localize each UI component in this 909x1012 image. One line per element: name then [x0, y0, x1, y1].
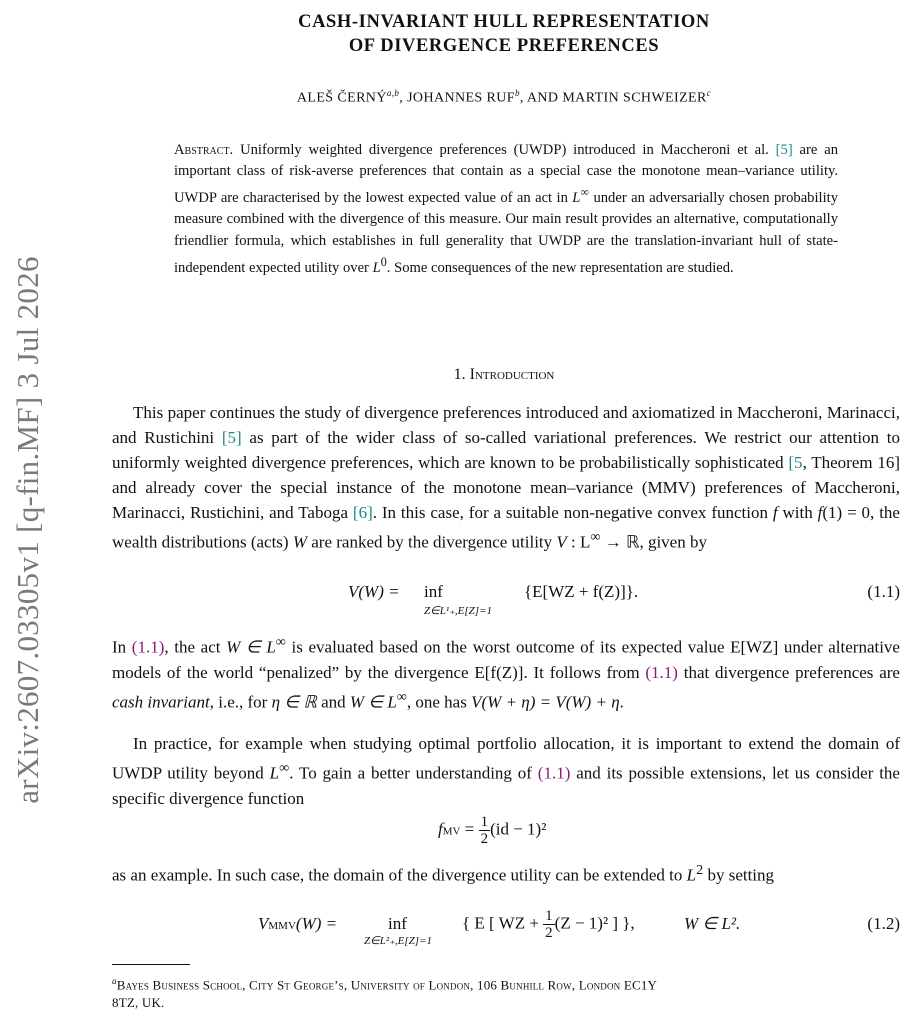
math-text: (W) =	[295, 914, 338, 933]
footnote-marker: a	[112, 976, 117, 986]
math-text: E[f(Z)]	[474, 662, 524, 682]
author-2: , JOHANNES RUF	[399, 90, 515, 106]
math-superscript: ∞	[580, 185, 590, 200]
math-symbol: L	[686, 865, 697, 885]
equation-number: (1.1)	[867, 582, 900, 601]
math-text: =	[460, 819, 479, 839]
math-text: E[WZ]	[730, 637, 779, 657]
math-symbol: L	[372, 259, 381, 276]
equation-ref-link[interactable]: (1.1)	[645, 662, 678, 682]
abstract-text: . Some consequences of the new representation are studied.	[386, 259, 734, 276]
abstract	[174, 140, 838, 279]
paragraph-text: → ℝ, given by	[600, 532, 707, 552]
paragraph-text: are ranked by the divergence utility	[307, 532, 557, 552]
footnote	[112, 972, 902, 1012]
abstract-heading: Abstract.	[174, 142, 234, 158]
arxiv-side-stamp	[0, 210, 56, 850]
math-text: (1) = 0,	[822, 503, 875, 522]
math-symbol: f	[438, 819, 443, 839]
paragraph-text: . To gain a better understanding of	[289, 763, 538, 783]
math-symbol: V	[556, 532, 567, 552]
author-3-affil: c	[706, 88, 712, 98]
math-superscript: 0	[380, 254, 387, 269]
paragraph-4	[112, 858, 900, 888]
math-subscript: MMV	[268, 920, 296, 932]
citation-link[interactable]: [6]	[352, 503, 373, 522]
paragraph-2	[112, 630, 900, 714]
math-text: : L	[566, 532, 591, 552]
abstract-text: under an adversarially chosen probability measure combined with the divergence of this measure. Our main result provides an alternative, computationally friendlier formula, which establishes in full generality that UWDP are the translation-invariant hull of state-independent expected utility over	[174, 190, 838, 276]
author-2-affil: b	[514, 88, 520, 98]
math-symbol: L	[572, 190, 581, 207]
fraction-denominator: 2	[480, 831, 489, 847]
abstract-text: are an important class of risk-averse preferences that contain as a special case the monotone mean–variance utility. UWDP are characterised by the lowest expected value of an act in	[174, 142, 839, 207]
paragraph-text: as part of the wider class of so-called variational preferences. We restrict our attention to uniformly weighted divergence preferences, which are known to be probabilistically sophisticated	[112, 428, 900, 472]
section-heading	[100, 366, 908, 384]
emphasis-text: cash invariant	[112, 692, 210, 712]
paragraph-text: In practice, for example when studying optimal portfolio allocation, it is important to extend the domain of UWDP utility beyond	[112, 734, 900, 783]
paragraph-text: is evaluated based on the worst outcome of its expected value	[285, 637, 731, 657]
math-symbol: V	[258, 914, 269, 933]
math-text: η ∈ ℝ	[271, 692, 317, 712]
paragraph-text: , the act	[164, 637, 227, 657]
math-superscript: 2	[696, 862, 704, 878]
paragraph-text: , Theorem 16]	[802, 453, 901, 472]
author-1-affil: a,b	[386, 88, 400, 98]
paragraph-text: with	[777, 503, 818, 522]
math-superscript: ∞	[279, 760, 290, 776]
footnote-text-continued: 8TZ, UK.	[112, 995, 165, 1011]
math-text: V(W + η) = V(W) + η	[471, 692, 620, 712]
equation-ref-link[interactable]: (1.1)	[537, 763, 571, 783]
math-text: W ∈ L	[226, 637, 276, 657]
section-title: Introduction	[469, 366, 555, 383]
section-number: 1.	[453, 366, 470, 383]
equation-ref-link[interactable]: (1.1)	[131, 637, 165, 657]
fraction	[479, 814, 491, 847]
paragraph-text: . In this case, for a suitable non-negative convex function	[372, 503, 773, 522]
math-symbol: L	[269, 763, 280, 783]
equation-inf: inf	[388, 914, 407, 933]
fraction-numerator: 1	[545, 908, 553, 924]
math-superscript: ∞	[275, 634, 286, 650]
citation-link[interactable]: [5]	[221, 428, 242, 447]
paragraph-text: . It follows from	[523, 662, 646, 682]
equation-inf: inf	[424, 582, 443, 601]
paragraph-1	[112, 400, 900, 555]
footnote-text: Bayes Business School, City St George’s, University of London, 106 Bunhill Row, London EC1Y	[116, 977, 658, 993]
math-symbol: W	[292, 532, 307, 552]
equation-inf-subscript: Z∈L²₊,E[Z]=1	[364, 935, 432, 947]
paragraph-text: and its possible extensions, let us consider the specific divergence function	[112, 763, 900, 808]
paragraph-text: under alternative models of the world “penalized” by the divergence	[112, 637, 900, 682]
paragraph-text: , one has	[406, 692, 472, 712]
equation-tail: W ∈ L².	[684, 914, 741, 933]
math-text: (id − 1)²	[490, 819, 547, 839]
math-text: { E [ WZ +	[462, 913, 544, 933]
paragraph-text: .	[619, 692, 624, 712]
equation-body	[462, 908, 635, 941]
equation-rhs: {E[WZ + f(Z)]}.	[524, 582, 639, 601]
equation-number: (1.2)	[867, 914, 900, 933]
paper-title-line-1: CASH-INVARIANT HULL REPRESENTATION	[298, 12, 710, 32]
citation-link[interactable]: [5]	[775, 142, 793, 158]
math-text: (Z − 1)² ] },	[554, 913, 635, 933]
equation-fmv-content	[438, 814, 546, 847]
citation-link[interactable]: [5	[788, 453, 803, 472]
equation-lhs	[258, 914, 337, 934]
math-superscript: ∞	[590, 529, 601, 545]
paragraph-text: as an example. In such case, the domain of the divergence utility can be extended to	[112, 865, 687, 885]
author-1: ALEŠ ČERNÝ	[296, 90, 387, 106]
paragraph-text: This paper continues the study of divergence preferences introduced and axiomatized in Maccheroni, Marinacci, and Rustichini	[112, 403, 900, 447]
paragraph-text: , i.e., for	[209, 692, 272, 712]
author-list	[100, 88, 908, 107]
paragraph-text: by setting	[703, 865, 775, 885]
equation-lhs: V(W) =	[348, 582, 400, 601]
equation-inf-subscript: Z∈L¹₊,E[Z]=1	[424, 605, 492, 617]
fraction-denominator: 2	[545, 925, 553, 941]
paragraph-text: that divergence preferences are	[677, 662, 900, 682]
math-superscript: ∞	[396, 688, 407, 705]
math-subscript: MV	[442, 825, 461, 838]
paper-title-line-2: OF DIVERGENCE PREFERENCES	[348, 36, 660, 56]
arxiv-stamp-text: arXiv:2607.03305v1 [q-fin.MF] 3 Jul 2026	[10, 256, 45, 804]
fraction-numerator: 1	[480, 814, 489, 830]
fraction	[543, 908, 555, 941]
paragraph-text: In	[112, 637, 132, 657]
paragraph-text: the wealth distributions (acts)	[112, 503, 900, 552]
paragraph-text: and	[316, 692, 350, 712]
paragraph-text: and already cover the special instance of the monotone mean–variance (MMV) preferences of Maccheroni, Marinacci, Rustichini, and Taboga	[112, 478, 900, 522]
author-3: , AND MARTIN SCHWEIZER	[519, 90, 707, 106]
math-symbol: f	[817, 503, 823, 522]
footnote-rule	[112, 964, 190, 965]
paragraph-3	[112, 731, 900, 811]
math-symbol: f	[772, 503, 778, 522]
abstract-text: Uniformly weighted divergence preferences (UWDP) introduced in Maccheroni et al.	[233, 142, 776, 158]
math-text: W ∈ L	[349, 692, 397, 712]
